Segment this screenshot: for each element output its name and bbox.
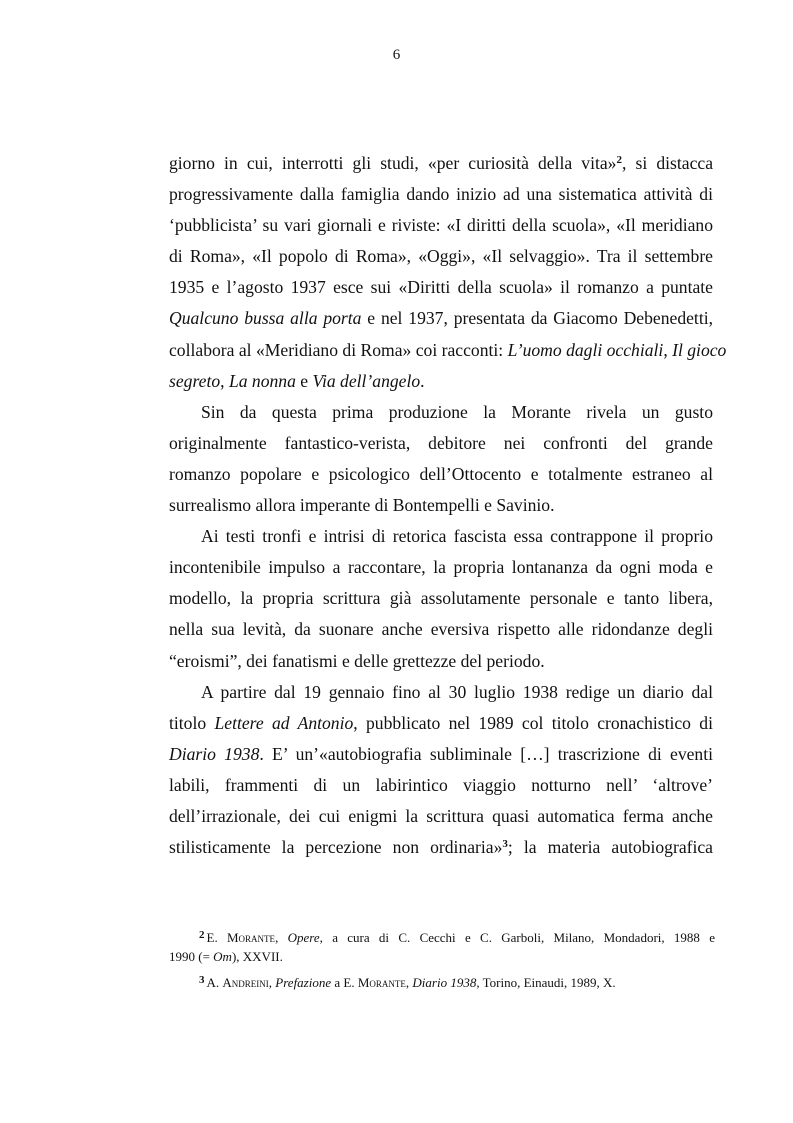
text-line: stilisticamente la percezione non ordinaria»$^3$; la materia autobiografica (169, 837, 713, 858)
footnotes (169, 928, 715, 999)
body-text (169, 148, 727, 863)
text-line: “eroismi”, dei fanatismi e delle grettezze del periodo. (169, 650, 545, 671)
text-line: di Roma», «Il popolo di Roma», «Oggi», «Il selvaggio». Tra il settembre (169, 246, 713, 267)
text-line: ‘pubblicista’ su vari giornali e riviste: «I diritti della scuola», «Il meridiano (169, 215, 713, 236)
text-line: originalmente fantastico-verista, debitore nei confronti del grande (169, 432, 713, 453)
text-line: modello, la propria scrittura già assolutamente personale e tanto libera, (169, 588, 713, 609)
text-line: segreto, La nonna e Via dell’angelo. (169, 370, 425, 391)
page-number: 6 (392, 47, 401, 63)
footnote-mark: 3 (199, 974, 205, 986)
footnote-ref[interactable]: 2 (616, 154, 622, 166)
text-line: labili, frammenti di un labirintico viaggio notturno nell’ ‘altrove’ (169, 774, 713, 795)
footnote-3: $^3$ A. Andreini, Prefazione a E. Morante, Diario 1938, Torino, Einaudi, 1989, X. (169, 973, 715, 992)
text-line: incontenibile impulso a raccontare, la propria lontananza da ogni moda e (169, 557, 713, 578)
text-line: collabora al «Meridiano di Roma» coi racconti: L’uomo dagli occhiali, Il gioco (169, 339, 727, 360)
text-line: Qualcuno bussa alla porta e nel 1937, presentata da Giacomo Debenedetti, (169, 308, 713, 329)
text-line: dell’irrazionale, dei cui enigmi la scrittura quasi automatica ferma anche (169, 805, 713, 826)
text-line: romanzo popolare e psicologico dell’Ottocento e totalmente estraneo al (169, 463, 713, 484)
footnote-mark: 2 (199, 929, 205, 941)
text-line: Ai testi tronfi e intrisi di retorica fascista essa contrappone il proprio (201, 526, 713, 547)
text-line: giorno in cui, interrotti gli studi, «per curiosità della vita»$^2$, si distacca (169, 153, 713, 173)
text-line: A partire dal 19 gennaio fino al 30 luglio 1938 redige un diario dal (201, 681, 713, 702)
text-line: Sin da questa prima produzione la Morante rivela un gusto (201, 401, 713, 422)
text-line: surrealismo allora imperante di Bontempelli e Savinio. (169, 495, 555, 516)
text-line: titolo Lettere ad Antonio, pubblicato nel 1989 col titolo cronachistico di (169, 712, 713, 733)
text-line: 1935 e l’agosto 1937 esce sui «Diritti della scuola» il romanzo a puntate (169, 277, 713, 298)
text-line: progressivamente dalla famiglia dando inizio ad una sistematica attività di (169, 184, 713, 205)
footnote-2: $^2$ E. Morante, Opere, a cura di C. Cecchi e C. Garboli, Milano, Mondadori, 1988 e 1990 (= Om), XXVII. (169, 929, 716, 964)
text-line: Diario 1938. E’ un’«autobiografia subliminale […] trascrizione di eventi (169, 743, 714, 764)
footnote-ref[interactable]: 3 (502, 838, 508, 851)
text-line: nella sua levità, da suonare anche eversiva rispetto alle ridondanze degli (169, 619, 713, 640)
